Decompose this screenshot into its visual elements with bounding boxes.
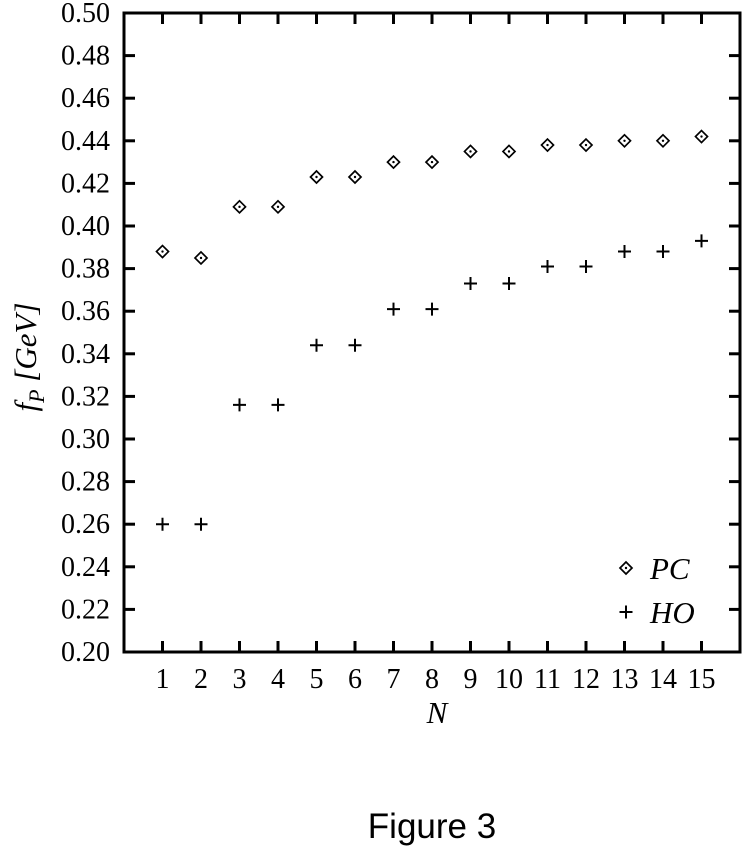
y-tick-label: 0.22 bbox=[61, 594, 110, 626]
data-point-PC-dot bbox=[469, 150, 471, 152]
y-tick-label: 0.28 bbox=[61, 466, 110, 498]
y-axis-label: $f_P$ [GeV] bbox=[8, 302, 49, 412]
data-point-HO bbox=[195, 518, 208, 531]
y-tick-label: 0.38 bbox=[61, 253, 110, 285]
x-tick-label: 15 bbox=[687, 664, 716, 695]
x-tick-label: 12 bbox=[572, 664, 600, 695]
data-point-PC-dot bbox=[623, 140, 625, 142]
y-tick-label: 0.50 bbox=[61, 0, 110, 29]
x-tick-label: 3 bbox=[232, 664, 247, 695]
x-tick-label: 11 bbox=[534, 664, 561, 695]
x-tick-label: 6 bbox=[348, 664, 362, 695]
x-tick-label: 7 bbox=[386, 664, 401, 695]
legend-label-HO: HO bbox=[650, 595, 695, 630]
data-point-HO bbox=[156, 518, 169, 531]
y-tick-label: 0.24 bbox=[61, 551, 110, 583]
y-tick-label: 0.32 bbox=[61, 381, 110, 413]
data-point-HO bbox=[387, 303, 400, 316]
data-point-HO bbox=[310, 339, 323, 352]
x-tick-label: 2 bbox=[194, 664, 208, 695]
data-point-HO bbox=[426, 303, 439, 316]
data-point-PC-dot bbox=[161, 250, 163, 252]
y-tick-label: 0.34 bbox=[61, 338, 110, 370]
data-point-HO bbox=[464, 277, 477, 290]
y-tick-label: 0.26 bbox=[61, 509, 110, 541]
data-point-PC-dot bbox=[508, 150, 510, 152]
y-tick-label: 0.36 bbox=[61, 296, 110, 328]
data-point-PC-dot bbox=[200, 257, 202, 259]
data-point-HO bbox=[618, 245, 631, 258]
data-point-PC-dot bbox=[662, 140, 664, 142]
x-tick-label: 8 bbox=[425, 664, 439, 695]
data-point-PC-dot bbox=[585, 144, 587, 146]
data-point-HO bbox=[580, 260, 593, 273]
plot-frame bbox=[124, 13, 740, 652]
data-point-PC-dot bbox=[238, 206, 240, 208]
y-tick-label: 0.48 bbox=[61, 40, 110, 72]
y-tick-label: 0.20 bbox=[61, 637, 110, 668]
y-tick-label: 0.42 bbox=[61, 168, 110, 200]
data-point-HO bbox=[695, 234, 708, 247]
data-point-PC-dot bbox=[315, 176, 317, 178]
data-point-HO bbox=[541, 260, 554, 273]
x-tick-label: 1 bbox=[155, 664, 170, 695]
data-point-PC-dot bbox=[700, 135, 702, 137]
x-tick-label: 14 bbox=[649, 664, 677, 695]
y-tick-label: 0.30 bbox=[61, 424, 110, 455]
data-point-PC-dot bbox=[431, 161, 433, 163]
x-tick-label: 13 bbox=[610, 664, 639, 695]
legend-label-PC: PC bbox=[650, 551, 690, 586]
figure-caption: Figure 3 bbox=[367, 807, 497, 846]
x-axis-label: N bbox=[426, 695, 448, 730]
y-tick-label: 0.44 bbox=[61, 125, 110, 157]
data-point-PC-dot bbox=[392, 161, 394, 163]
x-tick-label: 4 bbox=[271, 664, 285, 695]
y-tick-label: 0.46 bbox=[61, 83, 110, 115]
data-point-PC-dot bbox=[354, 176, 356, 178]
x-tick-label: 9 bbox=[463, 664, 478, 695]
data-point-PC-dot bbox=[546, 144, 548, 146]
x-tick-label: 10 bbox=[495, 664, 523, 695]
x-tick-label: 5 bbox=[309, 664, 324, 695]
data-point-HO bbox=[349, 339, 362, 352]
data-point-HO bbox=[233, 398, 246, 411]
data-point-HO bbox=[503, 277, 516, 290]
legend-marker-HO bbox=[620, 606, 633, 619]
data-point-PC-dot bbox=[277, 206, 279, 208]
data-point-HO bbox=[272, 398, 285, 411]
y-tick-label: 0.40 bbox=[61, 211, 110, 242]
legend-marker-PC-dot bbox=[625, 567, 627, 569]
data-point-HO bbox=[657, 245, 670, 258]
